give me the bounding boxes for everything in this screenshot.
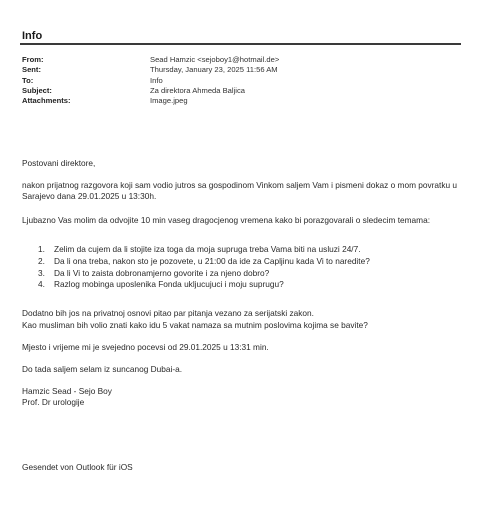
subject-value: Za direktora Ahmeda Baljica	[150, 85, 245, 95]
from-value: Sead Hamzic <sejoboy1@hotmail.de>	[150, 55, 280, 64]
paragraph-meeting-time: Mjesto i vrijeme mi je svejedno pocevsi od 29.01.2025 u 13:31 min.	[22, 341, 269, 352]
subject-label: Subject:	[22, 85, 52, 95]
signature-name: Hamzic Sead - Sejo Boy	[22, 386, 112, 397]
from-row	[22, 55, 462, 65]
greeting: Postovani direktore,	[22, 158, 96, 168]
paragraph-question: Kao musliman bih volio znati kako idu 5 vakat namaza sa mutnim poslovima kojima se bavite?	[22, 319, 368, 330]
paragraph-additional: Dodatno bih jos na privatnoj osnovi pitao par pitanja vezano za serijatski zakon.	[22, 308, 314, 319]
list-item-text: Da li Vi to zaista dobronamjerno govorite i za njeno dobro?	[54, 267, 270, 278]
to-row	[22, 76, 462, 86]
sent-label: Sent:	[22, 65, 41, 75]
attachments-value: Image.jpeg	[150, 96, 188, 106]
list-item-text: Da li ona treba, nakon sto je pozovete, u 21:00 da ide za Capljinu kada Vi to naredite?	[54, 255, 370, 266]
list-item	[22, 256, 467, 268]
from-label: From:	[22, 55, 44, 64]
list-item-number: 4.	[38, 279, 45, 290]
list-item	[22, 279, 467, 291]
to-value: Info	[150, 75, 163, 85]
list-item-number: 2.	[38, 255, 45, 266]
title-divider	[20, 43, 461, 45]
list-item-text: Zelim da cujem da li stojite iza toga da moja supruga treba Vama biti na usluzi 24/7.	[54, 243, 361, 254]
list-item-text: Razlog mobinga uposlenika Fonda ukljucujuci i moju suprugu?	[54, 279, 284, 290]
list-item-number: 3.	[38, 267, 45, 278]
paragraph-closing: Do tada saljem selam iz suncanog Dubai-a.	[22, 363, 183, 374]
list-item-number: 1.	[38, 243, 45, 254]
list-item	[22, 268, 467, 280]
email-body	[22, 158, 467, 409]
sent-value: Thursday, January 23, 2025 11:56 AM	[150, 65, 278, 75]
topics-list	[22, 244, 467, 292]
subject-row	[22, 86, 462, 96]
attachments-label: Attachments:	[22, 96, 71, 106]
email-header-block	[22, 55, 462, 106]
to-label: To:	[22, 75, 34, 85]
signature-title: Prof. Dr urologije	[22, 397, 85, 408]
attachments-row	[22, 96, 462, 106]
paragraph-request: Ljubazno Vas molim da odvojite 10 min vaseg dragocjenog vremena kako bi porazgovarali o sledecim temama:	[22, 214, 430, 225]
list-item	[22, 244, 467, 256]
paragraph-intro: nakon prijatnog razgovora koji sam vodio jutros sa gospodinom Vinkom saljem Vam i pismeni dokaz o mom povratku u Sarajevo dana 29.01.2025 u 13:30h.	[22, 180, 458, 202]
sent-from-footer: Gesendet von Outlook für iOS	[22, 462, 133, 472]
sent-row	[22, 65, 462, 75]
page-title: Info	[22, 30, 43, 42]
